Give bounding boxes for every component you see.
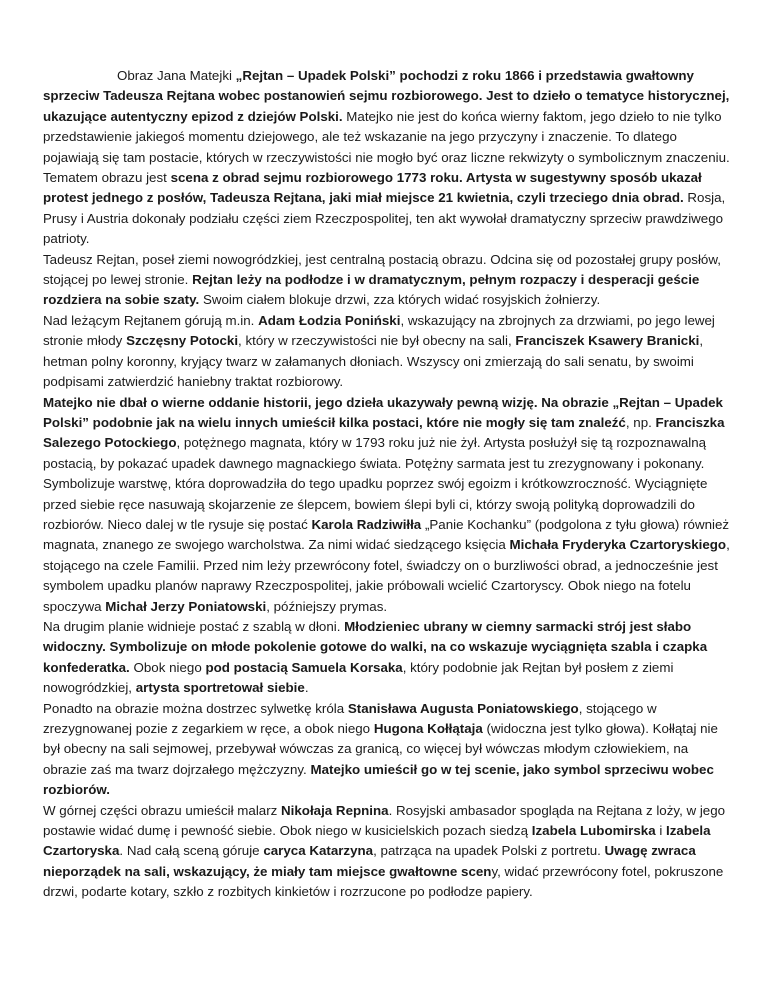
bold-text: artysta sportretował siebie [135, 680, 305, 696]
bold-text: Uwagę zwraca nieporządek na sali, wskazujący, że miały tam miejsce gwałtowne scen [43, 843, 696, 879]
text-run: . [304, 680, 309, 696]
bold-text: Młodzieniec ubrany w ciemny sarmacki strój jest słabo widoczny. Symbolizuje on młode pokolenie gotowe do walki, na co wskazuje wyciągnięta szabla i czapka konfederatka. [43, 618, 708, 675]
bold-text: Michała Fryderyka Czartoryskiego [509, 537, 727, 553]
text-run: (widoczna jest tylko głowa). Kołłątaj nie był obecny na sali sejmowej, przebywał wówczas za granicą, co więcej był wówczas młodym człowiekiem, na obrazie zaś ma twarz dojrzałego mężczyzny. [43, 721, 718, 777]
text-run: i [655, 823, 667, 839]
bold-text: Karola Radziwiłła [311, 516, 422, 532]
paragraph [43, 801, 733, 903]
text-run: Swoim ciałem blokuje drzwi, zza których widać rosyjskich żołnierzy. [199, 292, 601, 308]
bold-text: Izabela Czartoryska [43, 823, 711, 859]
text-run: , wskazujący na zbrojnych za drzwiami, po jego lewej stronie młody [43, 312, 715, 349]
bold-text: Matejko nie dbał o wierne oddanie historii, jego dzieła ukazywały pewną wizję. Na obrazie „Rejtan – Upadek Polski” podobnie jak na wielu innych umieścił kilka postaci, które nie mogły się tam znaleźć [43, 394, 723, 430]
paragraph [43, 617, 733, 699]
text-run: , hetman polny koronny, kryjący twarz w załamanych dłoniach. Wszyscy oni zmierzają do sali senatu, by swoimi podpisami zatwierdzić haniebny traktat rozbiorowy. [43, 333, 704, 390]
text-run: W górnej części obrazu umieścił malarz [43, 802, 282, 818]
text-run: , późniejszy prymas. [266, 598, 388, 614]
text-run: Obok niego [129, 659, 206, 675]
bold-text: Szczęsny Potocki [126, 333, 239, 349]
text-run: , stojącego na czele Familii. Przed nim leży przewrócony fotel, świadczy on o burzliwości obrad, a jednocześnie jest symbolem upadku planów naprawy Rzeczpospolitej, jakie próbowali wcielić Czartoryscy. Obok niego na fotelu spoczywa [43, 537, 730, 614]
bold-text: Franciszka Salezego Potockiego [43, 414, 725, 451]
text-run: y, widać przewrócony fotel, pokruszone drzwi, podarte kotary, szkło z rozbitych kinkietów i rozrzucone po podłodze papiery. [43, 863, 724, 900]
bold-text: Nikołaja Repnina [281, 802, 389, 818]
text-run: . Nad całą sceną góruje [119, 843, 264, 859]
bold-text: Michał Jerzy Poniatowski [105, 598, 267, 614]
bold-text: Franciszek Ksawery Branicki [515, 333, 700, 349]
text-run: „Panie Kochanku” (podgolona z tyłu głowa) również magnata, znanego ze swojego warcholstwa. Za nimi widać siedzącego księcia [43, 516, 730, 553]
text-run: Ponadto na obrazie można dostrzec sylwetkę króla [43, 700, 348, 716]
bold-text: „Rejtan – Upadek Polski” pochodzi z roku 1866 i przedstawia gwałtowny sprzeciw Tadeusza Rejtana wobec postanowień sejmu rozbiorowego. Jest to dzieło o tematyce historycznej, ukazujące autentyczny epizod z dziejów Polski. [43, 68, 730, 124]
text-run: Obraz Jana Matejki [117, 68, 236, 83]
bold-text: Hugona Kołłątaja [373, 721, 483, 736]
paragraph [43, 393, 733, 617]
paragraph [43, 311, 733, 393]
bold-text: caryca Katarzyna [263, 843, 374, 859]
paragraph [43, 66, 733, 250]
text-run: , który w rzeczywistości nie był obecny na sali, [238, 333, 516, 349]
text-run: , np. [625, 414, 656, 430]
bold-text: Adam Łodzia Poniński [258, 312, 401, 328]
bold-text: Matejko umieścił go w tej scenie, jako symbol sprzeciwu wobec rozbiorów. [43, 761, 714, 798]
text-run: , który podobnie jak Rejtan był posłem z ziemi nowogródzkiej, [43, 659, 674, 696]
text-run: , stojącego w zrezygnowanej pozie z zegarkiem w ręce, a obok niego [43, 700, 657, 736]
paragraph [43, 250, 733, 311]
text-run: . Rosyjski ambasador spogląda na Rejtana z loży, w jego postawie widać dumę i pewność siebie. Obok niego w kusicielskich pozach siedzą [43, 802, 726, 839]
text-run: Nad leżącym Rejtanem górują m.in. [43, 312, 259, 328]
bold-text: scena z obrad sejmu rozbiorowego 1773 roku. Artysta w sugestywny sposób ukazał protest jednego z posłów, Tadeusza Rejtana, jaki miał miejsce 21 kwietnia, czyli trzeciego dnia obrad. [43, 170, 702, 206]
document-body [43, 66, 733, 903]
text-run: , patrząca na upadek Polski z portretu. [373, 843, 605, 859]
text-run: , potężnego magnata, który w 1793 roku już nie żył. Artysta posłużył się tą rozpoznawalną postacią, by pokazać upadek dawnego magnackiego świata. Potężny sarmata jest tu zrezygnowany i pokonany. Symbolizuje warstwę, która doprowadziła do tego upadku poprzez swój egoizm i krótkowzroczność. Wyciągnięte przed siebie ręce nasuwają skojarzenie ze ślepcem, bowiem ślepi byli ci, którzy swoją polityką doprowadzili do rozbiorów. Nieco dalej w tle rysuje się postać [43, 435, 708, 532]
bold-text: Stanisława Augusta Poniatowskiego [347, 700, 579, 716]
paragraph [43, 699, 733, 801]
bold-text: Izabela Lubomirska [531, 823, 656, 839]
text-run: Tadeusz Rejtan, poseł ziemi nowogródzkiej, jest centralną postacią obrazu. Odcina się od pozostałej grupy posłów, stojącej po lewej stronie. [43, 251, 721, 288]
bold-text: pod postacią Samuela Korsaka [205, 659, 403, 675]
text-run: Na drugim planie widnieje postać z szablą w dłoni. [43, 618, 345, 634]
text-run: Matejko nie jest do końca wierny faktom, jego dzieło to nie tylko przedstawienie jakiegoś momentu dziejowego, ale też wskazanie na jego przyczyny i znaczenie. To dlatego pojawiają się tam postacie, których w rzeczywistości nie mogło być oraz liczne rekwizyty o symbolicznym znaczeniu. Tematem obrazu jest [43, 108, 730, 186]
text-run: Rosja, Prusy i Austria dokonały podziału części ziem Rzeczpospolitej, ten akt wywołał dramatyczny sprzeciw prawdziwego patrioty. [43, 190, 726, 247]
bold-text: Rejtan leży na podłodze i w dramatycznym, pełnym rozpaczy i desperacji geście rozdziera na sobie szaty. [43, 272, 700, 308]
